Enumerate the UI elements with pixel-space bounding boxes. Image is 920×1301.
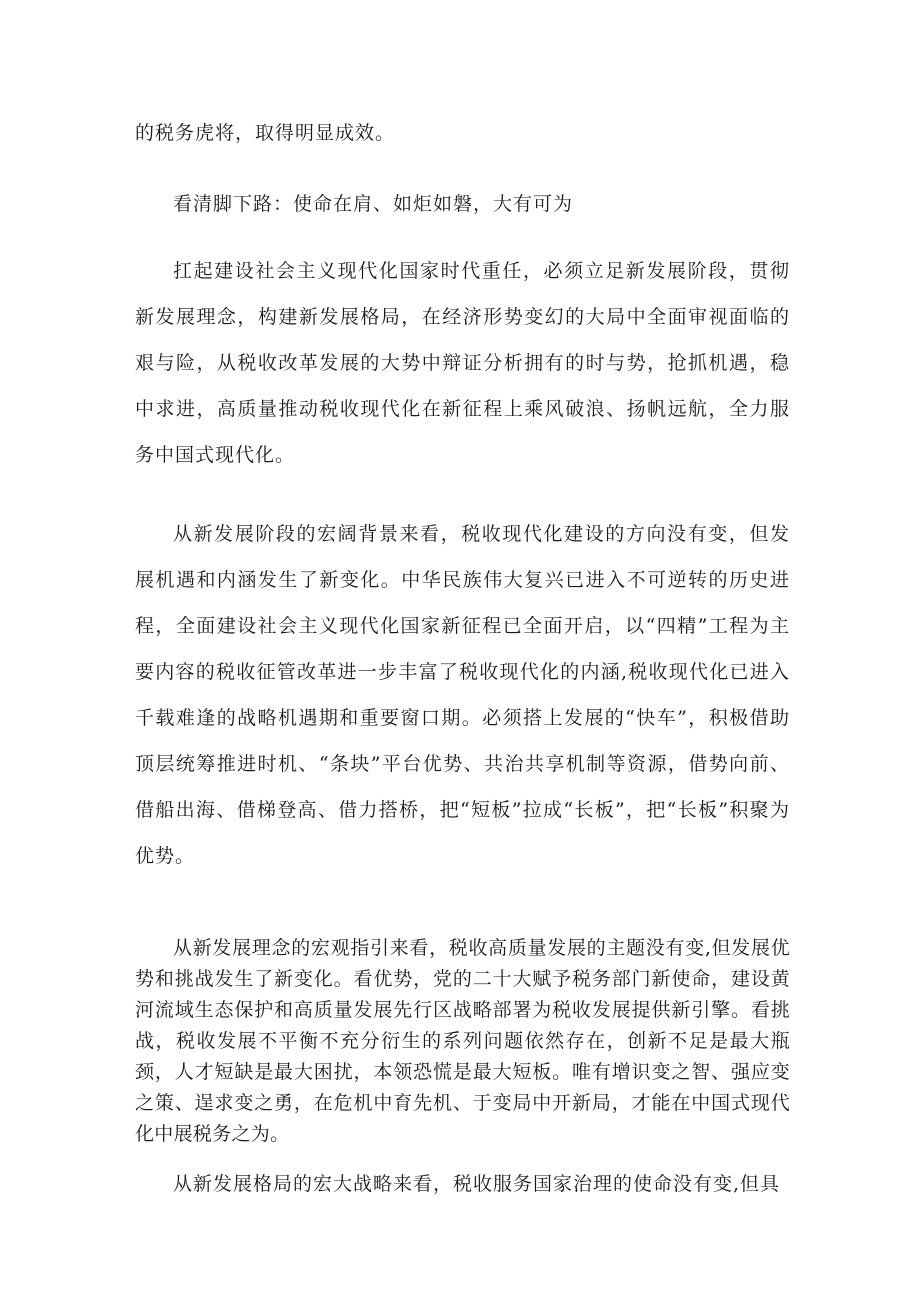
paragraph-body: 从新发展格局的宏大战略来看，税收服务国家治理的使命没有变,但具 xyxy=(173,1173,781,1195)
paragraph-continuation: 的税务虎将，取得明显成效。 xyxy=(135,122,396,144)
paragraph-body: 扛起建设社会主义现代化国家时代重任，必须立足新发展阶段，贯彻新发展理念，构建新发展格局，在经济形势变幻的大局中全面审视面临的艰与险，从税收改革发展的大势中辩证分析拥有的时与势，抢抓机遇，稳中求进，高质量推动税收现代化在新征程上乘风破浪、扬帆远航，全力服务中国式现代化。 xyxy=(135,260,790,466)
paragraph-body: 从新发展理念的宏观指引来看，税收高质量发展的主题没有变,但发展优势和挑战发生了新变化。看优势，党的二十大赋予税务部门新使命，建设黄河流域生态保护和高质量发展先行区战略部署为税收发展提供新引擎。看挑战，税收发展不平衡不充分衍生的系列问题依然存在，创新不足是最大瓶颈，人才短缺是最大困扰，本领恐慌是最大短板。唯有增识变之智、强应变之策、逞求变之勇，在危机中育先机、于变局中开新局，才能在中国式现代化中展税务之为。 xyxy=(135,937,790,1145)
section-heading: 看清脚下路：使命在肩、如炬如磐，大有可为 xyxy=(173,193,574,215)
paragraph-body: 从新发展阶段的宏阔背景来看，税收现代化建设的方向没有变，但发展机遇和内涵发生了新变化。中华民族伟大复兴已进入不可逆转的历史进程，全面建设社会主义现代化国家新征程已全面开启，以“四精”工程为主要内容的税收征管改革进一步丰富了税收现代化的内涵,税收现代化已进入千载难逢的战略机遇期和重要窗口期。必须搭上发展的“快车”，积极借助顶层统筹推进时机、“条块”平台优势、共治共享机制等资源，借势向前、借船出海、借梯登高、借力搭桥，把“短板”拉成“长板”，把“长板”积聚为优势。 xyxy=(135,523,790,867)
